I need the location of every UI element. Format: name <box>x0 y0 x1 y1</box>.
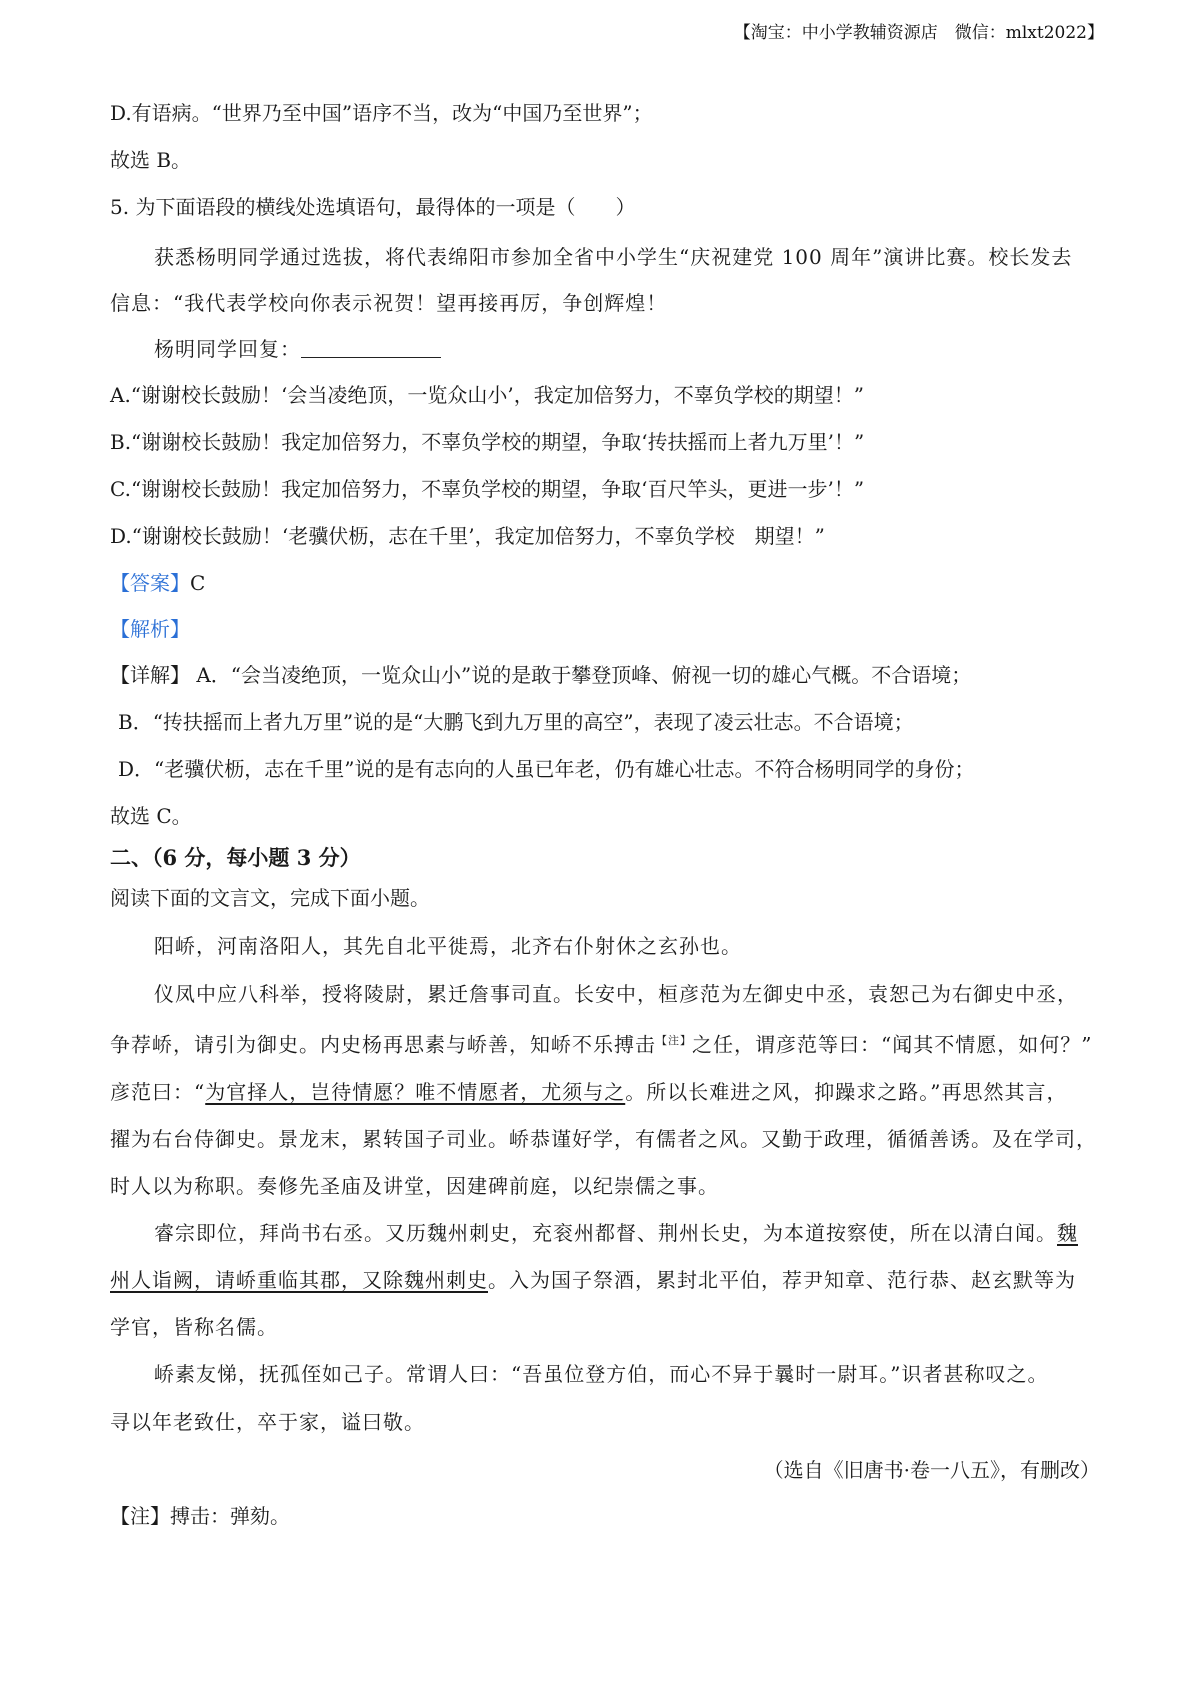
p2-l3-text-a: 彦范曰：“ <box>110 1079 206 1104</box>
section-2-instruction: 阅读下面的文言文，完成下面小题。 <box>110 886 430 910</box>
answer-value: C <box>190 571 206 595</box>
q5-option-b: B.“谢谢校长鼓励！我定加倍努力，不辜负学校的期望，争取‘抟扶摇而上者九万里’！” <box>110 430 865 454</box>
q5-option-c: C.“谢谢校长鼓励！我定加倍努力，不辜负学校的期望，争取‘百尺竿头，更进一步’！” <box>110 477 865 501</box>
classical-p2-line-3 <box>110 1077 1100 1107</box>
p3-l1-text: 睿宗即位，拜尚书右丞。又历魏州刺史，充衮州都督、荆州长史，为本道按察使，所在以清白闻。 <box>154 1220 1057 1245</box>
q5-passage-line-2: 信息：“我代表学校向你表示祝贺！望再接再厉，争创辉煌！ <box>110 291 668 315</box>
q5-answer <box>110 568 1100 598</box>
annotation-marker: 【注】 <box>656 1034 692 1047</box>
q5-choice: 故选 C。 <box>110 804 192 828</box>
q5-passage-line-1: 获悉杨明同学通过选拔，将代表绵阳市参加全省中小学生“庆祝建党 100 周年”演讲比赛。校长发去 <box>154 245 1073 269</box>
answer-label: 【答案】 <box>110 571 190 595</box>
page-header: 【淘宝：中小学教辅资源店 微信：mlxt2022】 <box>733 23 1104 43</box>
q4-choice: 故选 B。 <box>110 148 192 172</box>
q5-stem: 5. 为下面语段的横线处选填语句，最得体的一项是（ ） <box>110 195 636 219</box>
p3-l2-text: 。入为国子祭酒，累封北平伯，荐尹知章、范行恭、赵玄默等为 <box>488 1267 1076 1292</box>
underlined-sentence-1: 为官择人，岂待情愿？唯不情愿者，尤须与之 <box>205 1079 626 1104</box>
analysis-label: 【解析】 <box>110 617 190 641</box>
p2-l3-text-b: 。所以长难进之风，抑躁求之路。”再思然其言， <box>625 1079 1068 1104</box>
classical-p3-line-1 <box>110 1218 1100 1248</box>
classical-p4-line-2: 寻以年老致仕，卒于家，谥曰敬。 <box>110 1409 425 1434</box>
p2-l2-text-b: 之任，谓彦范等曰：“闻其不情愿，如何？” <box>692 1032 1093 1057</box>
classical-p3-line-3: 学官，皆称名儒。 <box>110 1314 278 1339</box>
q5-detail-b: B．“抟扶摇而上者九万里”说的是“大鹏飞到九万里的高空”，表现了凌云壮志。不合语境； <box>118 710 914 734</box>
classical-paragraph-1: 阳峤，河南洛阳人，其先自北平徙焉，北齐右仆射休之玄孙也。 <box>154 934 742 958</box>
classical-p2-line-4: 擢为右台侍御史。景龙末，累转国子司业。峤恭谨好学，有儒者之风。又勤于政理，循循善诱。及在学司， <box>110 1126 1097 1151</box>
section-2-heading: 二、（6 分，每小题 3 分） <box>110 845 361 870</box>
underlined-sentence-2: 州人诣阙，请峤重临其郡，又除魏州刺史 <box>110 1267 488 1292</box>
q5-option-d: D.“谢谢校长鼓励！‘老骥伏枥，志在千里’，我定加倍努力，不辜负学校 期望！” <box>110 524 825 548</box>
source-citation: （选自《旧唐书·卷一八五》，有删改） <box>763 1457 1100 1482</box>
p2-l2-text-a: 争荐峤，请引为御史。内史杨再思素与峤善，知峤不乐搏击 <box>110 1032 656 1057</box>
classical-p2-line-2 <box>110 1026 1100 1060</box>
q5-detail-a: 【详解】 A．“会当凌绝顶，一览众山小”说的是敢于攀登顶峰、俯视一切的雄心气概。不合语境； <box>110 663 972 687</box>
document-page <box>110 98 1100 1531</box>
q5-reply-blank <box>301 335 441 358</box>
q5-reply-line <box>110 334 1100 364</box>
classical-p2-line-5: 时人以为称职。奏修先圣庙及讲堂，因建碑前庭，以纪崇儒之事。 <box>110 1173 719 1198</box>
q5-detail-d: D．“老骥伏枥，志在千里”说的是有志向的人虽已年老，仍有雄心壮志。不符合杨明同学的身份； <box>118 757 975 781</box>
classical-p4-line-1: 峤素友悌，抚孤侄如己子。常谓人曰：“吾虽位登方伯，而心不异于曩时一尉耳。”识者甚称叹之。 <box>154 1361 1049 1386</box>
q4-d-option-explanation: D.有语病。“世界乃至中国”语序不当，改为“中国乃至世界”； <box>110 101 653 125</box>
q5-option-a: A.“谢谢校长鼓励！‘会当凌绝顶，一览众山小’，我定加倍努力，不辜负学校的期望！” <box>110 383 864 407</box>
footnote: 【注】搏击：弹劾。 <box>110 1503 290 1528</box>
classical-p2-line-1: 仪凤中应八科举，授将陵尉，累迁詹事司直。长安中，桓彦范为左御史中丞，袁恕己为右御史中丞， <box>154 982 1078 1006</box>
underlined-sentence-2-start: 魏 <box>1057 1220 1078 1245</box>
classical-p3-line-2 <box>110 1265 1100 1295</box>
q5-reply-label: 杨明同学回复： <box>154 337 301 361</box>
